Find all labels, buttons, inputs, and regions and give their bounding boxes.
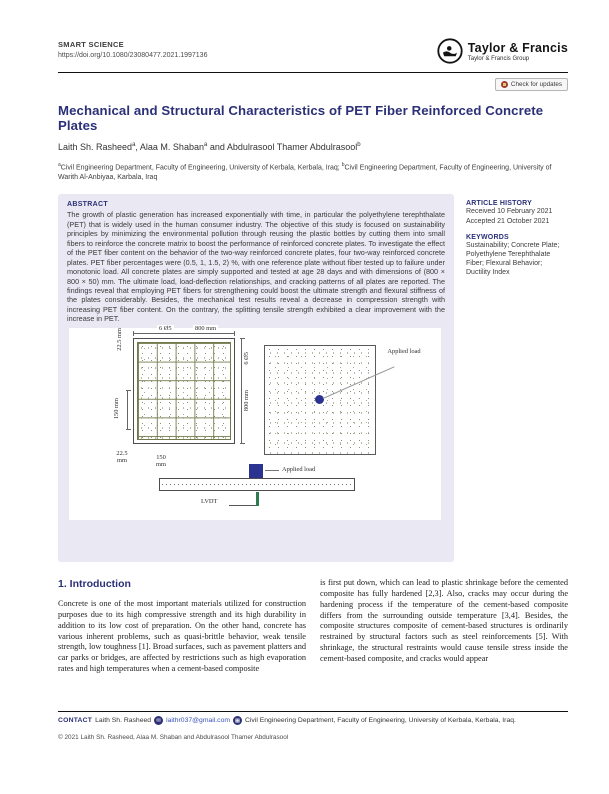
publisher-group: Taylor & Francis Group bbox=[467, 55, 530, 62]
dim-label-edge-left: 22.5 mm bbox=[116, 327, 123, 351]
footer-rule bbox=[58, 711, 568, 712]
contact-label: CONTACT bbox=[58, 717, 93, 724]
section-heading: 1. Introduction bbox=[58, 578, 131, 591]
dim-label-width-top: 800 mm bbox=[195, 324, 217, 332]
author-separator: , bbox=[135, 142, 140, 152]
specimen-figure bbox=[69, 324, 441, 520]
journal-header bbox=[58, 40, 568, 64]
keywords-list: Sustainability; Concrete Plate; Polyethylene Terephthalate Fiber; Flexural Behavior; Ductility Index bbox=[466, 241, 560, 277]
copyright-line: © 2021 Laith Sh. Rasheed, Alaa M. Shaban and Abdulrasool Thamer Abdulrasool bbox=[58, 734, 289, 741]
author-separator: and bbox=[207, 142, 227, 152]
load-label-connector bbox=[265, 470, 279, 471]
author-name: Alaa M. Shaban bbox=[139, 142, 204, 152]
dim-line-right bbox=[241, 338, 242, 444]
page-title: Mechanical and Structural Characteristics of PET Fiber Reinforced Concrete Plates bbox=[58, 103, 544, 133]
check-for-updates-label: Check for updates bbox=[510, 81, 562, 88]
doi-text: https://doi.org/10.1080/23080477.2021.1997136 bbox=[58, 52, 208, 59]
affil-text: Civil Engineering Department, Faculty of Engineering, University of Warith Al-Anbiyaa, Karbala, Iraq bbox=[58, 164, 552, 181]
journal-name: SMART SCIENCE bbox=[58, 40, 124, 49]
received-date: Received 10 February 2021 bbox=[466, 208, 553, 216]
affil-text: Civil Engineering Department, Faculty of Engineering, University of Kerbala, Kerbala, Iraq; bbox=[60, 164, 342, 172]
applied-load-label-plan: Applied load bbox=[387, 347, 421, 355]
article-info-sidebar bbox=[466, 194, 568, 562]
affil-sup: a bbox=[58, 162, 61, 168]
affil-sup: b bbox=[341, 162, 345, 168]
author-name: Abdulrasool Thamer Abdulrasool bbox=[226, 142, 358, 152]
journal-id-block bbox=[58, 40, 207, 59]
dim-label-height-right: 800 mm bbox=[243, 389, 250, 411]
contact-name: Laith Sh. Rasheed bbox=[95, 717, 152, 724]
dim-edge-unit: mm bbox=[117, 456, 127, 464]
crossmark-icon bbox=[501, 81, 508, 88]
author-sup: b bbox=[357, 142, 361, 148]
lvdt-sensor bbox=[256, 492, 259, 506]
abstract-heading: ABSTRACT bbox=[67, 201, 108, 209]
check-for-updates-button[interactable] bbox=[495, 78, 568, 91]
dim-line-left bbox=[127, 390, 128, 430]
dim-label-bars-top: 6 Ø5 bbox=[159, 324, 172, 332]
author-sup: a bbox=[203, 142, 208, 148]
page-footer bbox=[58, 711, 568, 741]
article-history-heading: ARTICLE HISTORY bbox=[466, 200, 533, 208]
dim-label-spacing-left: 150 mm bbox=[113, 397, 120, 419]
rebar-dotted-line bbox=[162, 484, 352, 485]
intro-left-column bbox=[58, 578, 306, 674]
dim-spacing-value: 150 bbox=[156, 453, 166, 461]
publisher-text-block bbox=[468, 41, 568, 62]
keywords-heading: KEYWORDS bbox=[466, 233, 509, 241]
applied-load-block bbox=[249, 464, 263, 478]
publisher-name: Taylor & Francis bbox=[467, 40, 568, 55]
abstract-body: The growth of plastic generation has increased exponentially with time, in particular the polyethylene terephthalate (PET) that is widely used in the human consumer industry. The objective of this study is focused on sustainability principles by minimizing the environmental pollution through reusing the plastic bottles by cutting them into small fibers to reinforce the concrete matrix to boost the performance of reinforced concrete plates. To investigate the effect of the PET fiber content on the behavior of the two-way reinforced concrete plates, four two-way reinforced concrete plates. PET fiber percentages were (0.5, 1, 1.5, 2) %, with one reference plate without fiber tested up to failure under monotonic load. All concrete plates are simply supported and tested at age 28 days and with dimensions of (800 × 800 × 50) mm. The ultimate load, load-deflection relationships, and cracking patterns of all plates are reported. The findings reveal that employing PET fibers for strengthening could boost the ultimate strength and flexural stiffness of the plates considerably. Besides, the mechanical test results reveal a decrease in compression strength with increasing PET fiber content. On the contrary, the splitting tensile strength exhibited a clear improvement with the increase in PET. bbox=[67, 210, 445, 324]
author-name: Laith Sh. Rasheed bbox=[58, 142, 133, 152]
plate-plan-view bbox=[133, 338, 235, 444]
header-rule bbox=[58, 72, 568, 73]
rebar-mesh bbox=[137, 342, 231, 440]
building-icon: ▦ bbox=[234, 717, 241, 724]
dim-line-top bbox=[133, 333, 235, 334]
author-sup: a bbox=[132, 142, 136, 148]
dim-spacing-unit: mm bbox=[156, 460, 166, 468]
affiliations bbox=[58, 161, 558, 182]
email-icon: ✉ bbox=[154, 716, 163, 725]
abstract-panel bbox=[58, 194, 454, 562]
introduction-section bbox=[58, 578, 568, 674]
applied-load-point bbox=[315, 395, 324, 404]
publisher-logo bbox=[437, 38, 568, 64]
dim-label-edge-bottom bbox=[113, 450, 131, 464]
contact-affiliation: Civil Engineering Department, Faculty of Engineering, University of Kerbala, Kerbala, Iraq. bbox=[245, 717, 516, 724]
dim-label-spacing-bottom bbox=[153, 454, 169, 468]
intro-paragraph-left: Concrete is one of the most important materials utilized for construction purposes due to its high compressive strength and its high durability in addition to its low cost of preparation. On the other hand, concrete has various inherent problems, such as quasi-brittle behavior, weak tensile strength, low toughness [1]. Broad surfaces, such as pavement platters and car parks or bridges, are affected by restrictions such as high evaporation rates and high temperatures when a cement-based composite bbox=[58, 599, 306, 673]
authors-line bbox=[58, 142, 568, 152]
dim-edge-value: 22.5 bbox=[116, 449, 128, 457]
applied-load-label-side: Applied load bbox=[282, 465, 316, 473]
lvdt-connector bbox=[229, 505, 256, 506]
intro-paragraph-right: is first put down, which can lead to plastic shrinkage before the cemented composite has fully hardened [2,3]. Also, cracks may occur during the hardening process if the temperature of the cement-based composite differs from the surrounding outside temperature [3,4]. Besides, the composite structures composite of cement-based structures is ordinarily restrained by structural factors such as steel reinforcements [5]. With shrinkage, the structural restraints would cause tensile stress inside the cement-based composite, and cracks would appear bbox=[320, 578, 568, 663]
lvdt-label: LVDT bbox=[201, 497, 218, 505]
plate-side-view bbox=[159, 478, 355, 491]
accepted-date: Accepted 21 October 2021 bbox=[466, 217, 550, 225]
dim-label-bars-right: 6 Ø5 bbox=[243, 351, 250, 365]
contact-line bbox=[58, 716, 568, 725]
intro-right-column bbox=[320, 578, 568, 674]
contact-email-link[interactable]: laithr037@gmail.com bbox=[166, 717, 231, 724]
taylor-francis-logo-icon bbox=[437, 38, 463, 64]
